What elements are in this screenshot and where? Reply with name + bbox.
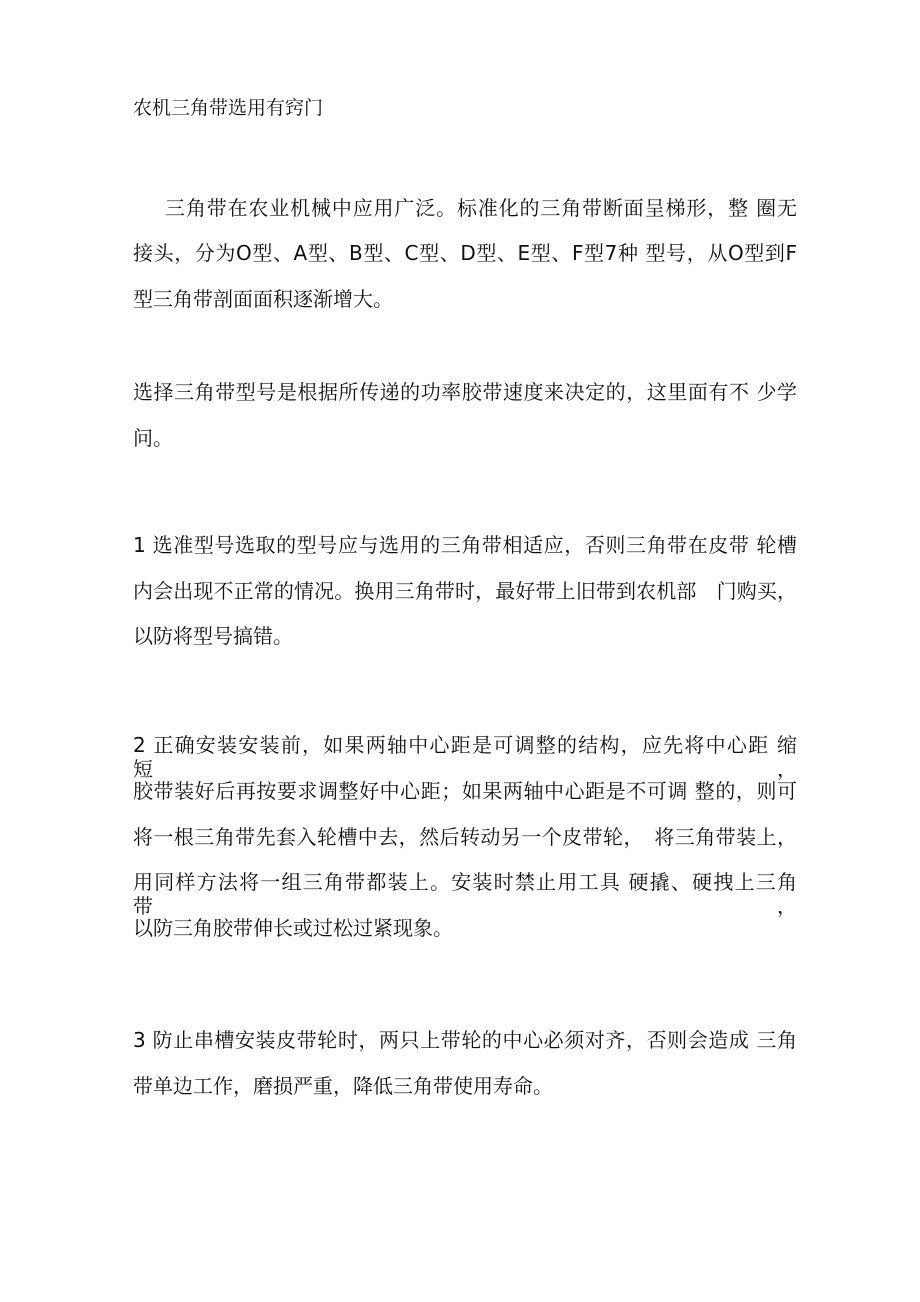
- text-line: 1 选准型号选取的型号应与选用的三角带相适应，否则三角带在皮带 轮槽: [133, 533, 797, 557]
- text-line: 问。: [133, 426, 173, 450]
- text-line: 选择三角带型号是根据所传递的功率胶带速度来决定的，这里面有不 少学: [133, 380, 797, 404]
- text-line: 以防将型号搞错。: [133, 624, 293, 648]
- text-line: 将一根三角带先套入轮槽中去，然后转动另一个皮带轮， 将三角带装上，: [133, 825, 797, 849]
- text-line: 以防三角胶带伸长或过松过紧现象。: [133, 916, 453, 940]
- text-line: 内会出现不正常的情况。换用三角带时，最好带上旧带到农机部 门购买，: [133, 579, 797, 603]
- text-line: 胶带装好后再按要求调整好中心距；如果两轴中心距是不可调 整的，则可: [133, 779, 797, 803]
- text-line: 3 防止串槽安装皮带轮时，两只上带轮的中心必须对齐，否则会造成 三角: [133, 1028, 797, 1052]
- text-line: 接头，分为O型、A型、B型、C型、D型、E型、F型7种 型号，从O型到F: [133, 241, 797, 265]
- text-line: 型三角带剖面面积逐渐增大。: [133, 287, 393, 311]
- text-line: 2 正确安装安装前，如果两轴中心距是可调整的结构，应先将中心距 缩短，: [133, 733, 797, 781]
- text-line: 三角带在农业机械中应用广泛。标准化的三角带断面呈梯形，整 圈无: [165, 196, 797, 220]
- text-line: 带单边工作，磨损严重，降低三角带使用寿命。: [133, 1074, 553, 1098]
- text-line: 用同样方法将一组三角带都装上。安装时禁止用工具 硬撬、硬拽上三角带，: [133, 870, 797, 918]
- document-title: 农机三角带选用有窍门: [133, 97, 324, 119]
